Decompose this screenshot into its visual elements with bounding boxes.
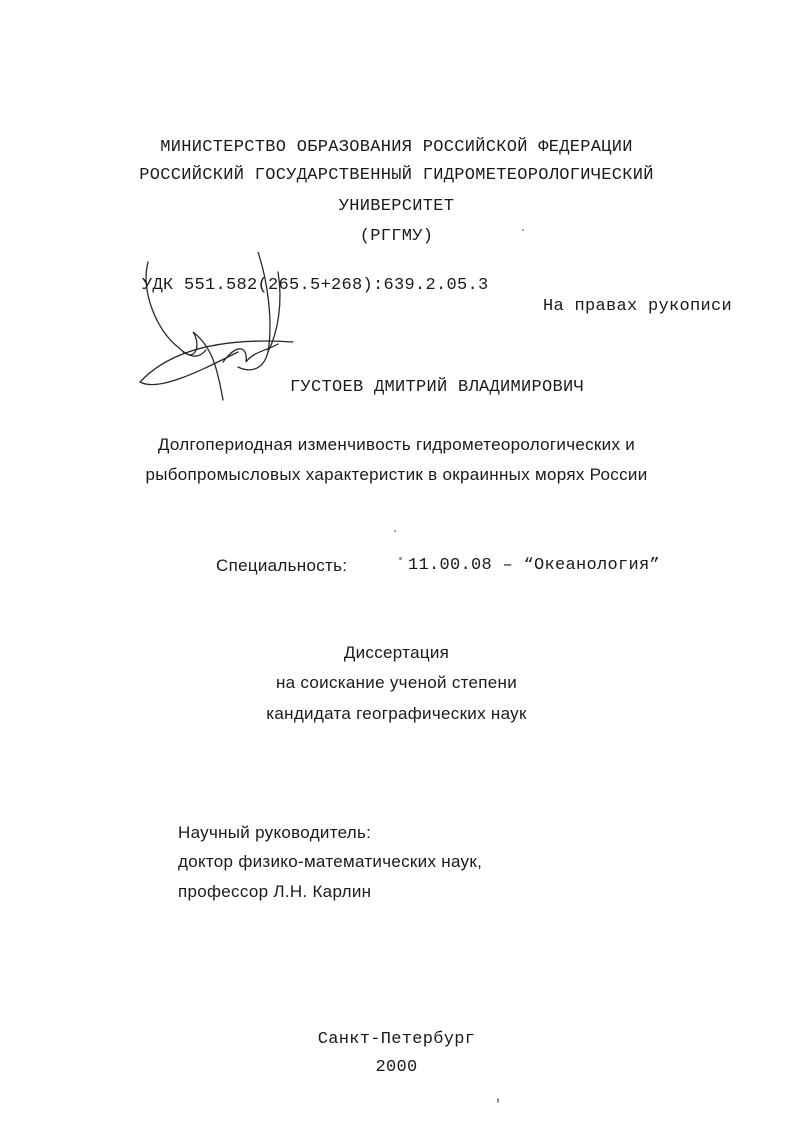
supervisor-name: профессор Л.Н. Карлин [178, 882, 372, 901]
signature-image [128, 252, 308, 412]
university-abbreviation: (РГГМУ) [359, 227, 434, 246]
scan-speck [394, 530, 396, 532]
scan-speck [522, 229, 524, 231]
scan-speck [497, 1098, 499, 1103]
degree-line-3: кандидата географических наук [266, 704, 527, 723]
author-name: ГУСТОЕВ ДМИТРИЙ ВЛАДИМИРОВИЧ [290, 378, 585, 397]
thesis-title-line-1: Долгопериодная изменчивость гидрометеорологических и [157, 435, 636, 454]
university-name-line-2: УНИВЕРСИТЕТ [338, 197, 455, 216]
rights-note: На правах рукописи [543, 297, 733, 316]
specialty-label: Специальность: [216, 556, 348, 575]
thesis-title-line-2: рыбопромысловых характеристик в окраинных морях России [145, 465, 648, 484]
scan-speck [399, 557, 402, 560]
university-name-line-1: РОССИЙСКИЙ ГОСУДАРСТВЕННЫЙ ГИДРОМЕТЕОРОЛОГИЧЕСКИЙ [139, 166, 654, 185]
supervisor-label: Научный руководитель: [178, 823, 372, 842]
year: 2000 [375, 1058, 418, 1077]
specialty-value: 11.00.08 – “Океанология” [408, 556, 661, 575]
degree-line-1: Диссертация [343, 643, 450, 662]
supervisor-degree: доктор физико-математических наук, [178, 852, 483, 871]
city: Санкт-Петербург [317, 1030, 476, 1049]
udc-code: УДК 551.582(265.5+268):639.2.05.3 [142, 276, 489, 295]
degree-line-2: на соискание ученой степени [275, 673, 518, 692]
ministry-heading: МИНИСТЕРСТВО ОБРАЗОВАНИЯ РОССИЙСКОЙ ФЕДЕРАЦИИ [160, 138, 633, 157]
